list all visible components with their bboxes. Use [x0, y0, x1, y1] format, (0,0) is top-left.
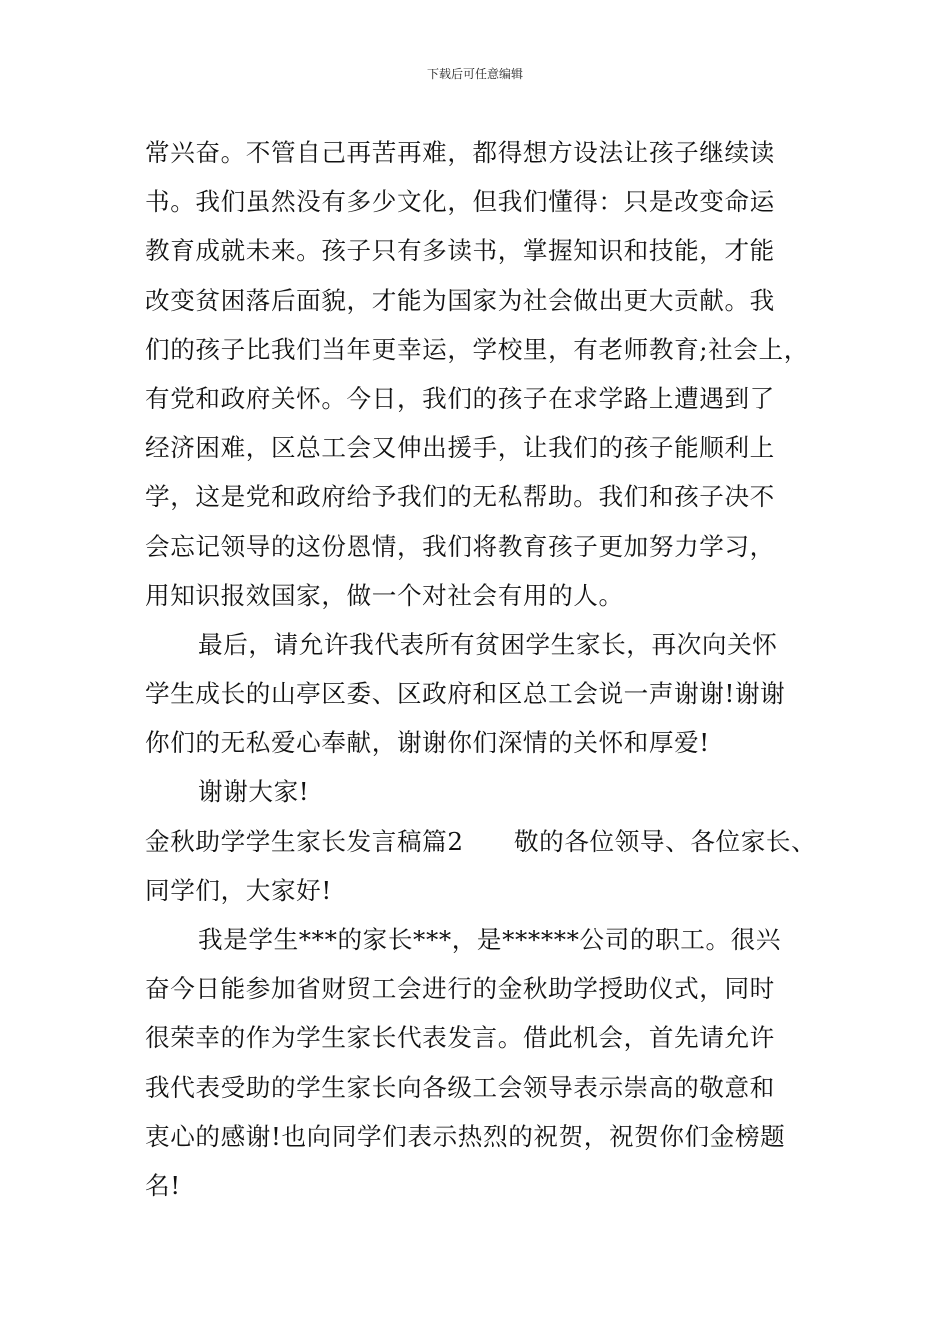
text-line: 衷心的感谢!也向同学们表示热烈的祝贺，祝贺你们金榜题: [145, 1121, 786, 1151]
text-line: 会忘记领导的这份恩情，我们将教育孩子更加努力学习，: [145, 531, 775, 561]
text-line: 学生成长的山亭区委、区政府和区总工会说一声谢谢!谢谢: [145, 679, 786, 709]
text-line: 你们的无私爱心奉献，谢谢你们深情的关怀和厚爱!: [145, 728, 710, 758]
text-line: 很荣幸的作为学生家长代表发言。借此机会，首先请允许: [145, 1023, 775, 1053]
text-line: 经济困难，区总工会又伸出援手，让我们的孩子能顺利上: [145, 433, 775, 463]
document-body: [145, 128, 825, 1210]
paragraph-start-line: 我是学生***的家长***，是******公司的职工。很兴: [198, 925, 782, 954]
paragraph-start-line: 最后，请允许我代表所有贫困学生家长，再次向关怀: [198, 629, 778, 659]
text-line: 我代表受助的学生家长向各级工会领导表示崇高的敬意和: [145, 1072, 775, 1102]
text-line: 教育成就未来。孩子只有多读书，掌握知识和技能，才能: [145, 236, 775, 266]
page-header: 下载后可任意编辑: [426, 67, 523, 81]
text-line: 改变贫困落后面貌，才能为国家为社会做出更大贡献。我: [145, 285, 775, 315]
paragraph-start-line: 谢谢大家!: [198, 777, 310, 807]
text-line: 常兴奋。不管自己再苦再难，都得想方设法让孩子继续读: [145, 138, 775, 167]
text-line: 同学们，大家好!: [145, 875, 332, 905]
text-line: 书。我们虽然没有多少文化，但我们懂得：只是改变命运: [145, 187, 775, 217]
text-line: 用知识报效国家，做一个对社会有用的人。: [145, 580, 624, 610]
text-line: 学，这是党和政府给予我们的无私帮助。我们和孩子决不: [145, 482, 775, 512]
text-line: 有党和政府关怀。今日，我们的孩子在求学路上遭遇到了: [145, 383, 775, 413]
text-line: 们的孩子比我们当年更幸运，学校里，有老师教育;社会上，: [145, 334, 809, 364]
section-title-line: 金秋助学学生家长发言稿篇2 敬的各位领导、各位家长、: [145, 826, 817, 856]
text-line: 名!: [145, 1170, 181, 1200]
text-line: 奋今日能参加省财贸工会进行的金秋助学授助仪式，同时: [145, 974, 775, 1004]
